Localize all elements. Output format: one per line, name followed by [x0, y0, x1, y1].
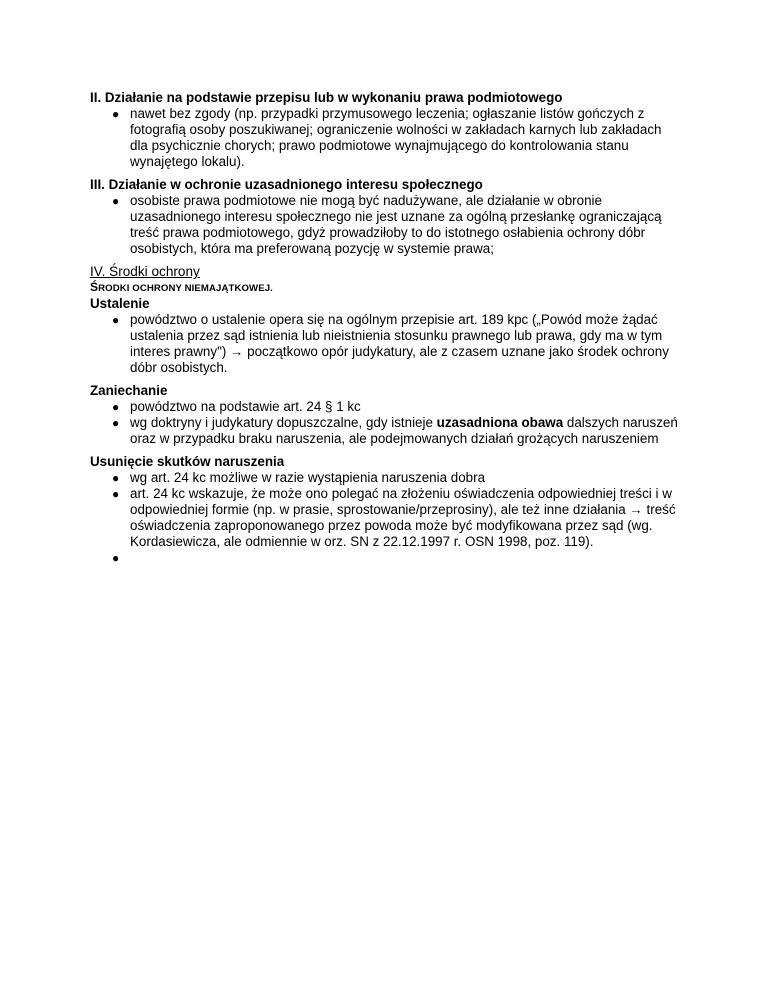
section-ii — [90, 90, 680, 170]
zaniechanie-title: Zaniechanie — [90, 383, 168, 398]
ustalenie-list — [90, 312, 680, 376]
list-item — [90, 106, 680, 170]
bullet-icon: ● — [112, 313, 120, 327]
bullet-icon: ● — [112, 471, 120, 485]
list-item-text: nawet bez zgody (np. przypadki przymusowego leczenia; ogłaszanie listów gończych z fotografią osoby poszukiwanej; ograniczenie wolności w zakładach karnych lub zakładach dla psychicznie chorych; prawo podmiotowe wynajmującego do kontrolowania stanu wynajętego lokalu). — [130, 106, 662, 169]
list-item — [90, 470, 680, 486]
bullet-icon: ● — [112, 107, 120, 121]
bullet-icon: ● — [112, 551, 120, 565]
list-item — [90, 312, 680, 376]
bullet-icon: ● — [112, 416, 120, 430]
section-iii-list — [90, 193, 680, 257]
section-ii-list — [90, 106, 680, 170]
list-item-text: osobiste prawa podmiotowe nie mogą być nadużywane, ale działanie w obronie uzasadnionego interesu społecznego nie jest uznane za ogólną przesłankę ograniczającą treść prawa podmiotowego, gdyż prowadziłoby to do istotnego osłabienia ochrony dóbr osobistych, która ma preferowaną pozycję w systemie prawa; — [130, 193, 662, 256]
list-item-text: powództwo na podstawie art. 24 § 1 kc — [130, 399, 361, 414]
list-item — [90, 415, 680, 447]
list-item-text: wg doktryny i judykatury dopuszczalne, gdy istnieje uzasadniona obawa dalszych naruszeń oraz w przypadku braku naruszenia, ale podejmowanych działań grożących naruszeniem — [130, 415, 678, 446]
list-item — [90, 399, 680, 415]
bullet-icon: ● — [112, 487, 120, 501]
section-iv — [90, 264, 680, 565]
section-iii — [90, 177, 680, 257]
section-iv-heading: IV. Środki ochrony — [90, 264, 200, 279]
list-item-text: art. 24 kc wskazuje, że może ono polegać na złożeniu oświadczenia odpowiedniej treści i w odpowiedniej formie (np. w prasie, sprostowanie/przeprosiny), ale też inne działania → treść oświadczenia zaproponowanego przez powoda może być modyfikowana przez sąd (wg. Kordasiewicza, ale odmiennie w orz. SN z 22.12.1997 r. OSN 1998, poz. 119). — [130, 486, 676, 549]
section-ii-heading: II. Działanie na podstawie przepisu lub w wykonaniu prawa podmiotowego — [90, 90, 563, 105]
document-body — [90, 90, 680, 565]
ustalenie-block — [90, 296, 680, 376]
bullet-icon: ● — [112, 400, 120, 414]
list-item — [90, 193, 680, 257]
zaniechanie-block — [90, 383, 680, 447]
usuniecie-title: Usunięcie skutków naruszenia — [90, 454, 285, 469]
usuniecie-block — [90, 454, 680, 565]
emphasis-text: uzasadniona obawa — [436, 415, 564, 430]
section-iv-subheading: ŚRODKI OCHRONY NIEMAJĄTKOWEJ. — [90, 280, 273, 294]
zaniechanie-list — [90, 399, 680, 447]
list-item — [90, 486, 680, 550]
usuniecie-list — [90, 470, 680, 565]
bullet-icon: ● — [112, 194, 120, 208]
list-item-text: powództwo o ustalenie opera się na ogólnym przepisie art. 189 kpc („Powód może żądać ustalenia przez sąd istnienia lub nieistnienia stosunku prawnego lub prawa, gdy ma w tym interes prawny") → początkowo opór judykatury, ale z czasem uznane jako środek ochrony dóbr osobistych. — [130, 312, 669, 375]
ustalenie-title: Ustalenie — [90, 296, 150, 311]
section-iii-heading: III. Działanie w ochronie uzasadnionego interesu społecznego — [90, 177, 483, 192]
list-item-text: wg art. 24 kc możliwe w razie wystąpienia naruszenia dobra — [130, 470, 486, 485]
